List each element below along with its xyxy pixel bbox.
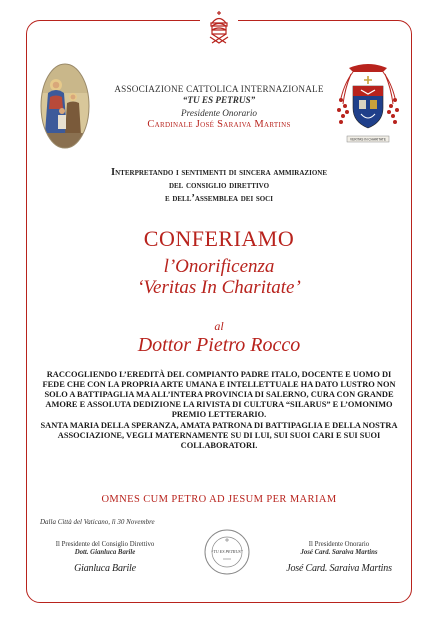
place-date: Dalla Città del Vaticano, lì 30 Novembre <box>40 518 155 526</box>
intro-line-2: del consiglio direttivo <box>168 180 270 191</box>
intro-line-1: Interpretando i sentimenti di sincera ammirazione <box>111 167 327 178</box>
right-signatory-name: José Card. Saraiva Martins <box>300 549 378 556</box>
association-name: ASSOCIAZIONE CATTOLICA INTERNAZIONALE <box>114 84 324 94</box>
association-motto: “TU ES PETRUS” <box>182 95 256 105</box>
left-signatory-title: Il Presidente del Consiglio Direttivo <box>55 541 155 548</box>
right-signatory-title: Il Presidente Onorario <box>308 541 370 548</box>
recipient-name: Dottor Pietro Rocco <box>137 334 301 356</box>
closing-motto: OMNES CUM PETRO AD JESUM PER MARIAM <box>101 494 337 505</box>
honour-line-2: ‘Veritas In Charitate’ <box>137 277 301 298</box>
honour-line-1: l’Onorificenza <box>163 256 275 277</box>
seal-text: “TU ES PETRUS” <box>211 549 243 554</box>
madonna-oval-image <box>40 63 90 149</box>
honorary-president-title: Presidente Onorario <box>181 108 257 118</box>
signature-block-left <box>40 541 170 573</box>
al-label: al <box>214 319 224 333</box>
intro-line-3: e dell’assemblea dei soci <box>165 193 273 204</box>
signature-block-right <box>278 541 400 573</box>
intro-text <box>40 166 398 205</box>
left-signatory-name: Dott. Gianluca Barile <box>74 549 136 556</box>
papal-crest-icon <box>200 8 238 46</box>
conferiamo-heading: CONFERIAMO <box>143 226 295 251</box>
left-handwritten-signature: Gianluca Barile <box>74 563 136 574</box>
right-handwritten-signature: José Card. Saraiva Martins <box>286 563 392 574</box>
citation-paragraph-2: SANTA MARIA DELLA SPERANZA, AMATA PATRONA DI BATTIPAGLIA E DELLA NOSTRA ASSOCIAZIONE, VEGLI MATERNAMENTE SU DI LUI, SUI SUOI CARI E SUI SUOI COLLABORATORI. <box>40 421 398 450</box>
arms-banner-text: VERITAS IN CHARITATE <box>350 137 386 142</box>
association-seal-icon <box>203 528 251 576</box>
citation-paragraph-1: RACCOGLIENDO L’EREDITÀ DEL COMPIANTO PADRE ITALO, DOCENTE E UOMO DI FEDE CHE CON LA PROPRIA ARTE UMANA E INTELLETTUALE HA DATO LUSTRO NON SOLO A BATTIPAGLIA MA ALL’INTERA PROVINCIA DI SALERNO, CURA CON GRANDE AMORE E ASSOLUTA DEDIZIONE LA RIVISTA DI CULTURA “SILARUS” E L’OMONIMO PREMIO LETTERARIO. <box>42 370 396 419</box>
cardinal-coat-of-arms-icon <box>335 62 401 152</box>
honorary-president-name: Cardinale José Saraiva Martins <box>147 119 291 130</box>
honour-title <box>40 256 398 298</box>
association-header <box>108 84 330 130</box>
